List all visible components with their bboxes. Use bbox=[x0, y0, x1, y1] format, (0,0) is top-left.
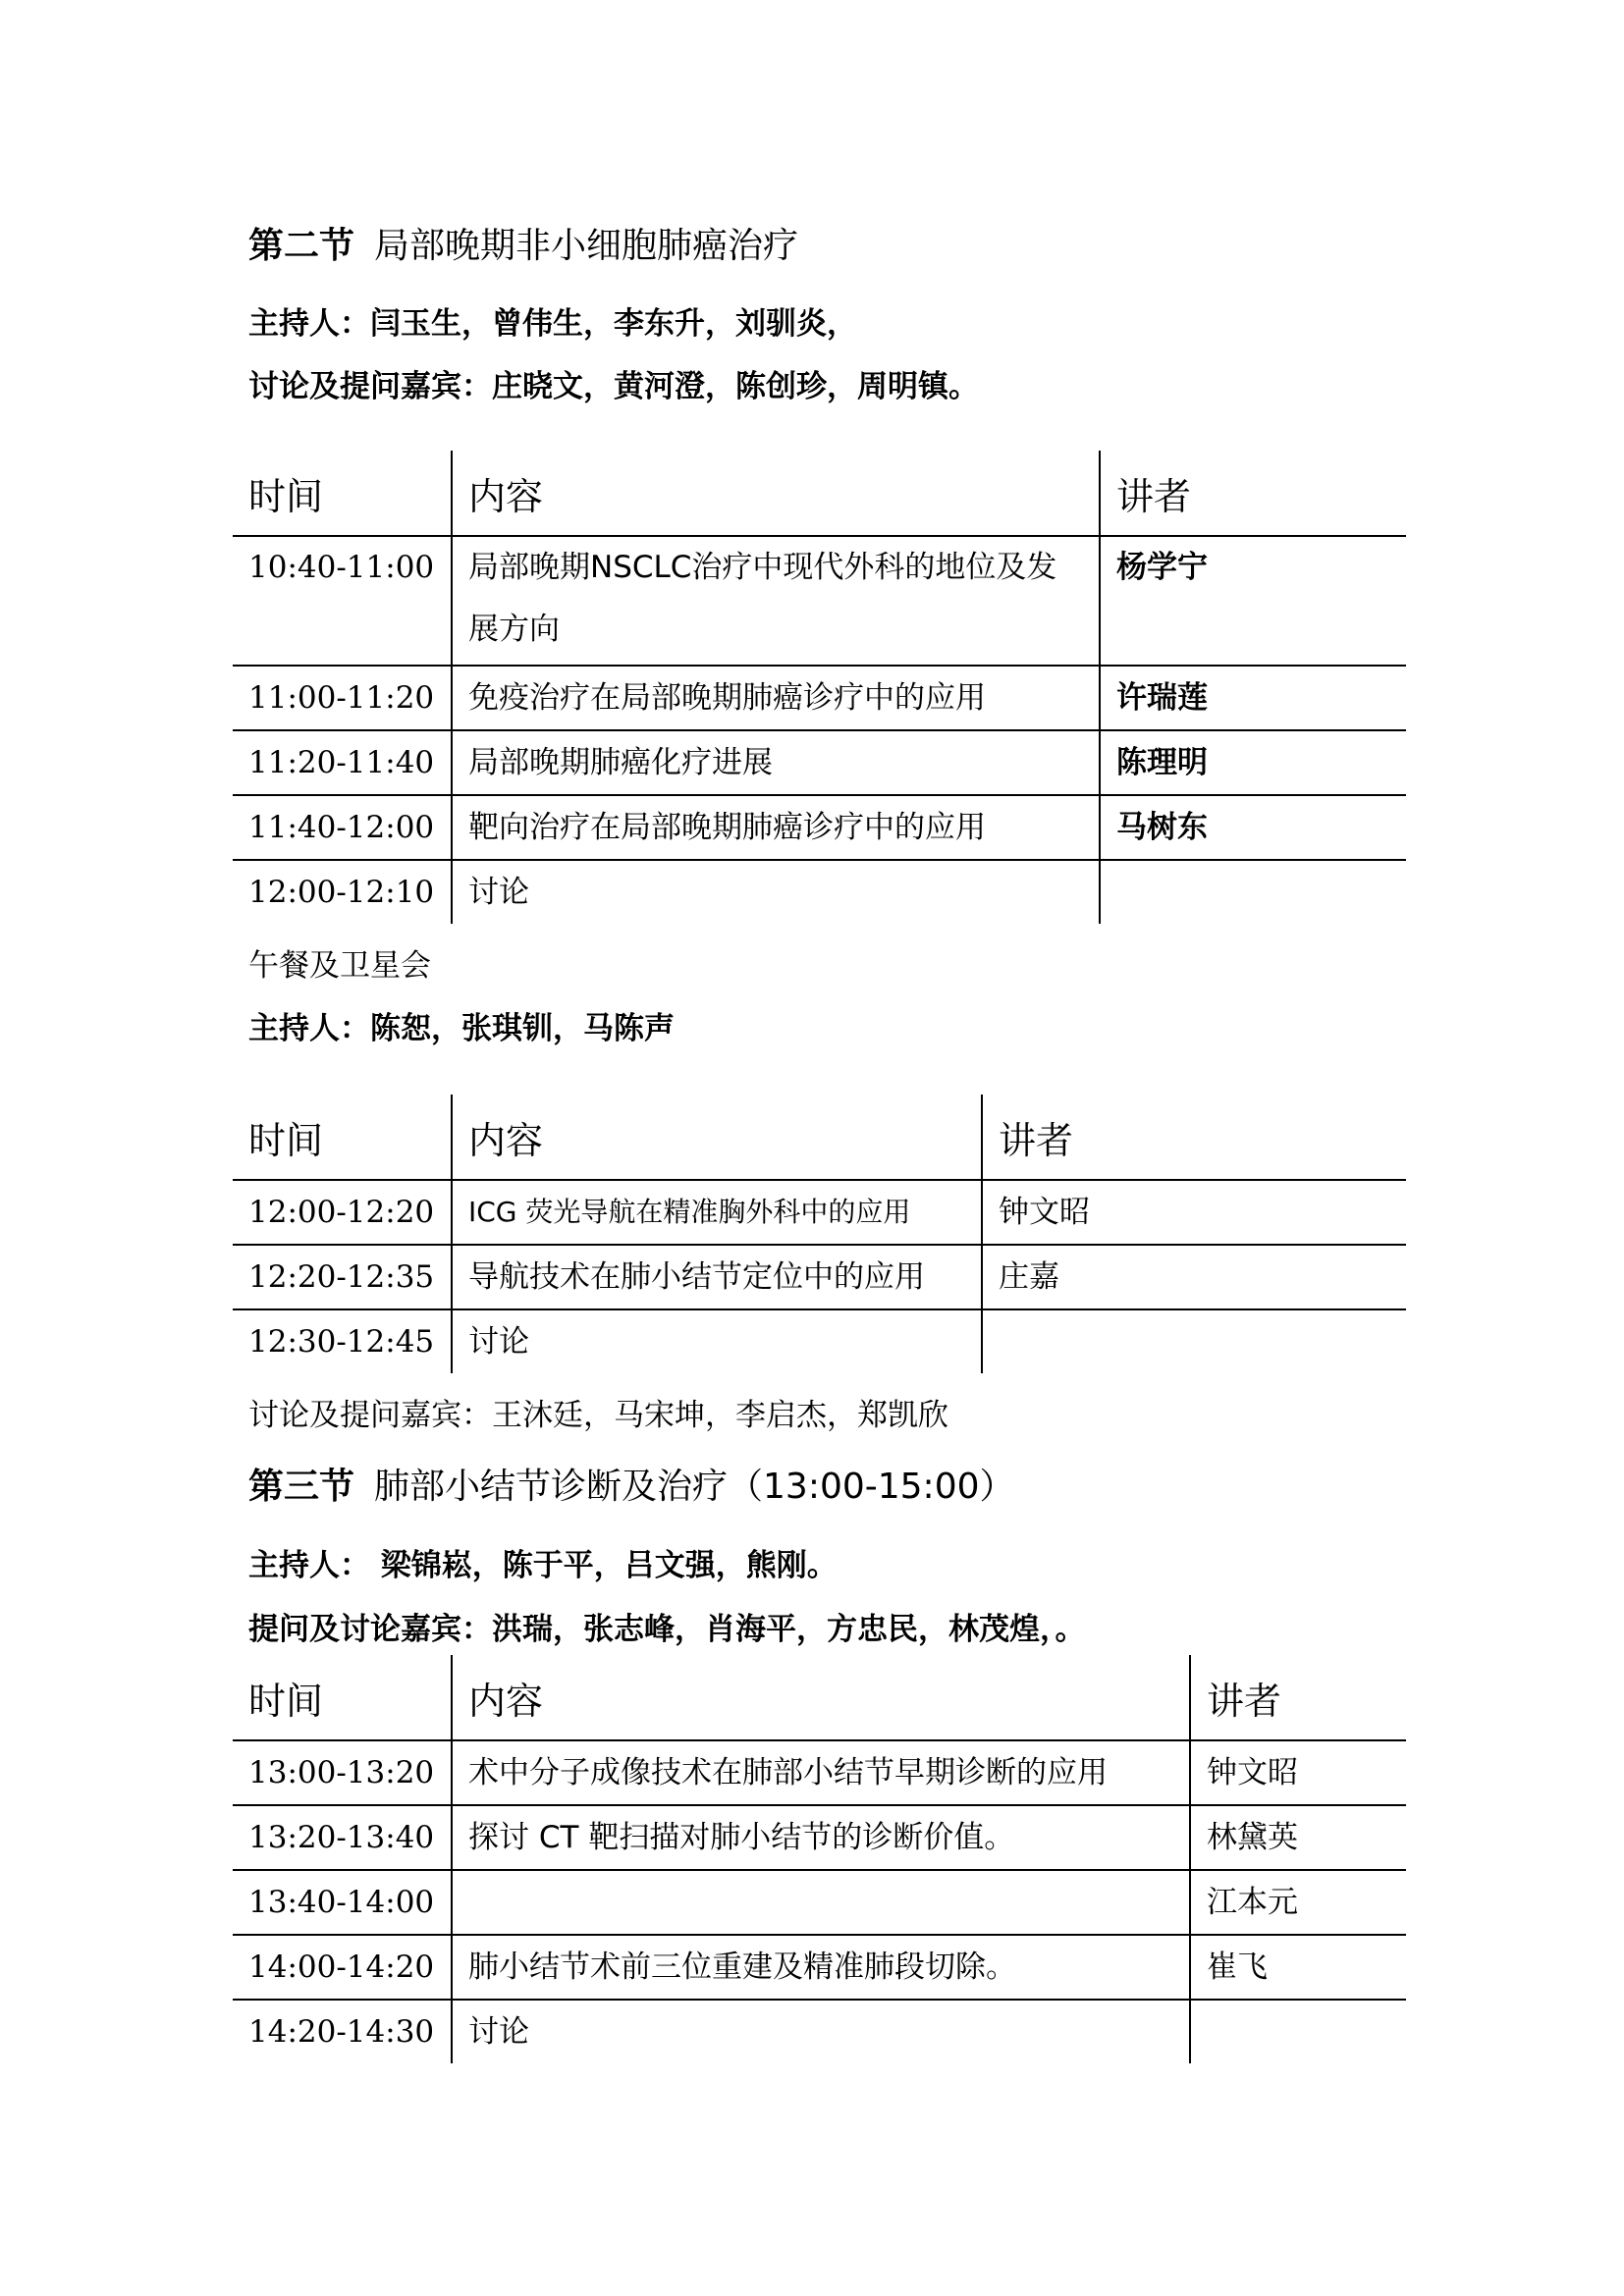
row-speaker: 杨学宁 bbox=[1100, 536, 1406, 666]
section-2-title bbox=[248, 218, 798, 268]
table-row bbox=[233, 1870, 1406, 1935]
row-time: 13:00-13:20 bbox=[233, 1740, 452, 1805]
table-header-row bbox=[233, 1095, 1406, 1180]
row-content bbox=[452, 536, 1100, 666]
row-speaker bbox=[982, 1309, 1406, 1373]
lunch-hosts: 主持人：陈恕，张琪钏，马陈声 bbox=[248, 1011, 675, 1046]
header-speaker: 讲者 bbox=[1100, 451, 1406, 536]
row-content: 靶向治疗在局部晚期肺癌诊疗中的应用 bbox=[452, 795, 1100, 860]
header-content: 内容 bbox=[452, 1095, 982, 1180]
row-content: ICG 荧光导航在精准胸外科中的应用 bbox=[452, 1180, 982, 1245]
table-row bbox=[233, 1309, 1406, 1373]
row-speaker: 江本元 bbox=[1190, 1870, 1406, 1935]
row-speaker: 庄嘉 bbox=[982, 1245, 1406, 1309]
header-content: 内容 bbox=[452, 451, 1100, 536]
row-speaker bbox=[1100, 860, 1406, 924]
header-time: 时间 bbox=[233, 1655, 452, 1740]
table-row bbox=[233, 795, 1406, 860]
row-content bbox=[452, 1870, 1190, 1935]
row-time: 11:40-12:00 bbox=[233, 795, 452, 860]
section-2-schedule-table bbox=[233, 451, 1406, 924]
row-speaker: 陈理明 bbox=[1100, 730, 1406, 795]
table-row bbox=[233, 730, 1406, 795]
table-row bbox=[233, 666, 1406, 730]
section-2-label: 第二节 bbox=[248, 226, 355, 266]
row-content: 导航技术在肺小结节定位中的应用 bbox=[452, 1245, 982, 1309]
table-row bbox=[233, 2000, 1406, 2063]
section-2-name: 局部晚期非小细胞肺癌治疗 bbox=[374, 226, 799, 266]
row-speaker: 钟文昭 bbox=[982, 1180, 1406, 1245]
row-speaker bbox=[1190, 2000, 1406, 2063]
row-speaker: 崔飞 bbox=[1190, 1935, 1406, 2000]
row-content: 局部晚期肺癌化疗进展 bbox=[452, 730, 1100, 795]
row-speaker: 钟文昭 bbox=[1190, 1740, 1406, 1805]
table-row bbox=[233, 1245, 1406, 1309]
header-time: 时间 bbox=[233, 451, 452, 536]
row-time: 12:00-12:10 bbox=[248, 875, 435, 910]
row-content-line-1: 局部晚期NSCLC治疗中现代外科的地位及发 bbox=[468, 550, 1057, 585]
lunch-guests: 讨论及提问嘉宾：王沐廷，马宋坤，李启杰，郑凯欣 bbox=[248, 1398, 948, 1433]
row-time: 11:00-11:20 bbox=[233, 666, 452, 730]
section-3-label: 第三节 bbox=[248, 1467, 355, 1507]
header-speaker: 讲者 bbox=[1190, 1655, 1406, 1740]
row-content-line-2: 展方向 bbox=[468, 612, 560, 647]
row-time: 14:00-14:20 bbox=[233, 1935, 452, 2000]
lunch-schedule-table bbox=[233, 1095, 1406, 1373]
row-time: 12:20-12:35 bbox=[233, 1245, 452, 1309]
table-row bbox=[233, 536, 1406, 666]
row-content: 术中分子成像技术在肺部小结节早期诊断的应用 bbox=[452, 1740, 1190, 1805]
row-content: 讨论 bbox=[452, 860, 1100, 924]
section-3-schedule-table bbox=[233, 1655, 1406, 2063]
section-2-guests: 讨论及提问嘉宾：庄晓文，黄河澄，陈创珍，周明镇。 bbox=[248, 369, 979, 404]
table-row bbox=[233, 1180, 1406, 1245]
row-time: 12:30-12:45 bbox=[248, 1324, 435, 1360]
row-content: 免疫治疗在局部晚期肺癌诊疗中的应用 bbox=[452, 666, 1100, 730]
row-time: 13:20-13:40 bbox=[233, 1805, 452, 1870]
header-speaker: 讲者 bbox=[982, 1095, 1406, 1180]
section-2-hosts: 主持人：闫玉生，曾伟生，李东升，刘驯炎， bbox=[248, 306, 857, 342]
table-row bbox=[233, 1805, 1406, 1870]
row-time: 13:40-14:00 bbox=[233, 1870, 452, 1935]
table-row bbox=[233, 1740, 1406, 1805]
row-time: 10:40-11:00 bbox=[233, 536, 452, 666]
table-header-row bbox=[233, 1655, 1406, 1740]
row-time: 14:20-14:30 bbox=[248, 2014, 435, 2050]
row-content: 探讨 CT 靶扫描对肺小结节的诊断价值。 bbox=[452, 1805, 1190, 1870]
section-3-guests: 提问及讨论嘉宾：洪瑞，张志峰，肖海平，方忠民，林茂煌，。 bbox=[248, 1612, 1086, 1647]
section-3-hosts: 主持人： 梁锦崧，陈于平，吕文强，熊刚。 bbox=[248, 1548, 838, 1583]
table-header-row bbox=[233, 451, 1406, 536]
row-speaker: 马树东 bbox=[1100, 795, 1406, 860]
header-content: 内容 bbox=[452, 1655, 1190, 1740]
row-time: 12:00-12:20 bbox=[233, 1180, 452, 1245]
section-3-name: 肺部小结节诊断及治疗（13:00-15:00） bbox=[374, 1467, 1015, 1507]
section-3-title bbox=[248, 1459, 1015, 1509]
row-content: 讨论 bbox=[452, 2000, 1190, 2063]
row-time: 11:20-11:40 bbox=[233, 730, 452, 795]
row-speaker: 许瑞莲 bbox=[1100, 666, 1406, 730]
table-row bbox=[233, 1935, 1406, 2000]
table-row bbox=[233, 860, 1406, 924]
header-time: 时间 bbox=[233, 1095, 452, 1180]
row-content: 讨论 bbox=[452, 1309, 982, 1373]
lunch-title: 午餐及卫星会 bbox=[248, 948, 431, 984]
row-speaker: 林黛英 bbox=[1190, 1805, 1406, 1870]
row-content: 肺小结节术前三位重建及精准肺段切除。 bbox=[452, 1935, 1190, 2000]
